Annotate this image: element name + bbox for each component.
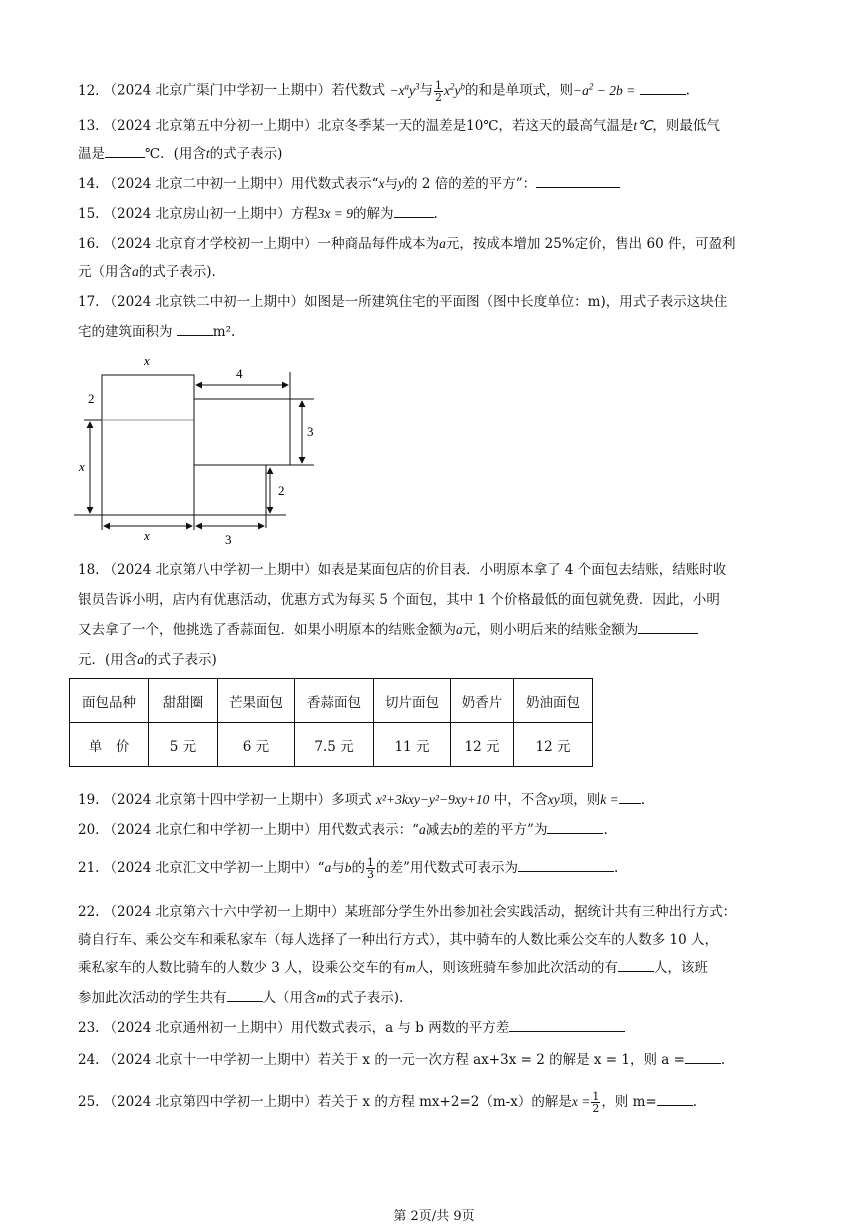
table-cell: 奶香片 <box>451 679 514 723</box>
table-cell: 奶油面包 <box>514 679 593 723</box>
question-16: 16. （2024 北京育才学校初一上期中）一种商品每件成本为a元，按成本增加 25%定价，售出 60 件，可盈利 <box>78 236 736 252</box>
answer-blank[interactable] <box>619 789 641 804</box>
question-20: 20. （2024 北京仁和中学初一上期中）用代数式表示：“a减去b的差的平方”为 . <box>78 818 608 842</box>
table-row <box>70 679 593 723</box>
question-16-line2: 元（用含a的式子表示). <box>78 264 216 280</box>
question-22-line4: 参加此次活动的学生共有 人（用含m的式子表示). <box>78 986 403 1010</box>
table-cell: 11 元 <box>374 723 451 767</box>
question-18-line2: 银员告诉小明，店内有优惠活动，优惠方式为每买 5 个面包，其中 1 个价格最低的面包就免费．因此，小明 <box>78 592 720 608</box>
svg-text:3: 3 <box>225 532 232 547</box>
answer-blank[interactable] <box>509 1017 625 1032</box>
fraction: $\frac{1}{2}$ <box>435 78 443 104</box>
answer-blank[interactable] <box>177 321 213 336</box>
table-cell: 面包品种 <box>70 679 149 723</box>
right-room <box>194 399 290 465</box>
table-cell: 香蒜面包 <box>295 679 374 723</box>
answer-blank[interactable] <box>638 619 698 634</box>
svg-text:4: 4 <box>236 366 243 381</box>
answer-blank[interactable] <box>547 819 603 834</box>
fraction: $\frac{1}{2}$ <box>592 1090 600 1115</box>
question-12: 12. （2024 北京广渠门中学初一上期中）若代数式 $-x^ay^3$与 $\frac{1}{2}$ $x^2y^b$的和是单项式，则$-a^2 - 2b$ = . <box>78 78 690 104</box>
svg-text:x: x <box>79 459 85 474</box>
math-expr: $-x^ay^3$ <box>389 81 420 98</box>
table-cell: 7.5 元 <box>295 723 374 767</box>
question-25: 25. （2024 北京第四中学初一上期中）若关于 x 的方程 mx+2=2（m-x）的解是x = $\frac{1}{2}$ ，则 m= . <box>78 1090 698 1115</box>
answer-blank[interactable] <box>618 957 654 972</box>
question-19: 19. （2024 北京第十四中学初一上期中）多项式 x²+3kxy−y²−9xy+10 中，不含xy项，则k = . <box>78 788 645 812</box>
table-cell: 芒果面包 <box>218 679 295 723</box>
table-cell: 甜甜圈 <box>149 679 218 723</box>
question-17: 17. （2024 北京铁二中初一上期中）如图是一所建筑住宅的平面图（图中长度单位：m)，用式子表示这块住 <box>78 294 728 310</box>
question-21: 21. （2024 北京汇文中学初一上期中）“a与b的 $\frac{1}{3}$ 的差”用代数式可表示为 . <box>78 856 619 881</box>
answer-blank[interactable] <box>227 987 263 1002</box>
answer-blank[interactable] <box>105 143 145 158</box>
question-22-line3: 乘私家车的人数比骑车的人数少 3 人，设乘公交车的有m人，则该班骑车参加此次活动的有 人，该班 <box>78 956 708 980</box>
question-18-line3: 又去拿了一个，他挑选了香蒜面包．如果小明原本的结账金额为a元，则小明后来的结账金额为 <box>78 618 698 642</box>
question-13: 13. （2024 北京第五中分初一上期中）北京冬季某一天的温差是10℃，若这天的最高气温是t℃，则最低气 <box>78 118 720 134</box>
table-cell: 切片面包 <box>374 679 451 723</box>
table-cell: 单 价 <box>70 723 149 767</box>
label-x-top: x <box>144 353 150 368</box>
question-22: 22. （2024 北京第六十六中学初一上期中）某班部分学生外出参加社会实践活动，据统计共有三种出行方式： <box>78 904 737 920</box>
left-room <box>102 375 194 515</box>
answer-blank[interactable] <box>640 80 686 95</box>
question-18: 18. （2024 北京第八中学初一上期中）如表是某面包店的价目表．小明原本拿了 4 个面包去结账，结账时收 <box>78 562 727 578</box>
svg-text:2: 2 <box>278 483 285 498</box>
table-cell: 12 元 <box>451 723 514 767</box>
answer-blank[interactable] <box>657 1091 693 1106</box>
table-cell: 6 元 <box>218 723 295 767</box>
table-cell: 12 元 <box>514 723 593 767</box>
svg-text:3: 3 <box>307 424 314 439</box>
question-24: 24. （2024 北京十一中学初一上期中）若关于 x 的一元一次方程 ax+3x = 2 的解是 x = 1，则 a = . <box>78 1048 725 1072</box>
floor-plan-diagram <box>70 350 330 550</box>
question-13-line2: 温是 ℃．(用含t的式子表示) <box>78 142 282 166</box>
svg-text:2: 2 <box>88 391 95 406</box>
question-15: 15. （2024 北京房山初一上期中）方程3x = 9的解为 . <box>78 202 438 226</box>
question-18-line4: 元．(用含a的式子表示) <box>78 652 217 668</box>
price-table <box>69 678 593 767</box>
fraction: $\frac{1}{3}$ <box>367 856 375 881</box>
question-14: 14. （2024 北京二中初一上期中）用代数式表示“x与y的 2 倍的差的平方”： <box>78 172 620 196</box>
answer-blank[interactable] <box>685 1049 721 1064</box>
page-footer: 第 2页/共 9页 <box>393 1209 475 1224</box>
question-17-line2: 宅的建筑面积为 m². <box>78 320 235 344</box>
answer-blank[interactable] <box>518 857 614 872</box>
table-row <box>70 723 593 767</box>
svg-text:x: x <box>144 528 150 543</box>
answer-blank[interactable] <box>536 173 620 188</box>
table-cell: 5 元 <box>149 723 218 767</box>
question-22-line2: 骑自行车、乘公交车和乘私家车（每人选择了一种出行方式），其中骑车的人数比乘公交车的人数多 10 人， <box>78 932 719 948</box>
answer-blank[interactable] <box>394 203 434 218</box>
question-23: 23. （2024 北京通州初一上期中）用代数式表示，a 与 b 两数的平方差 <box>78 1016 625 1040</box>
